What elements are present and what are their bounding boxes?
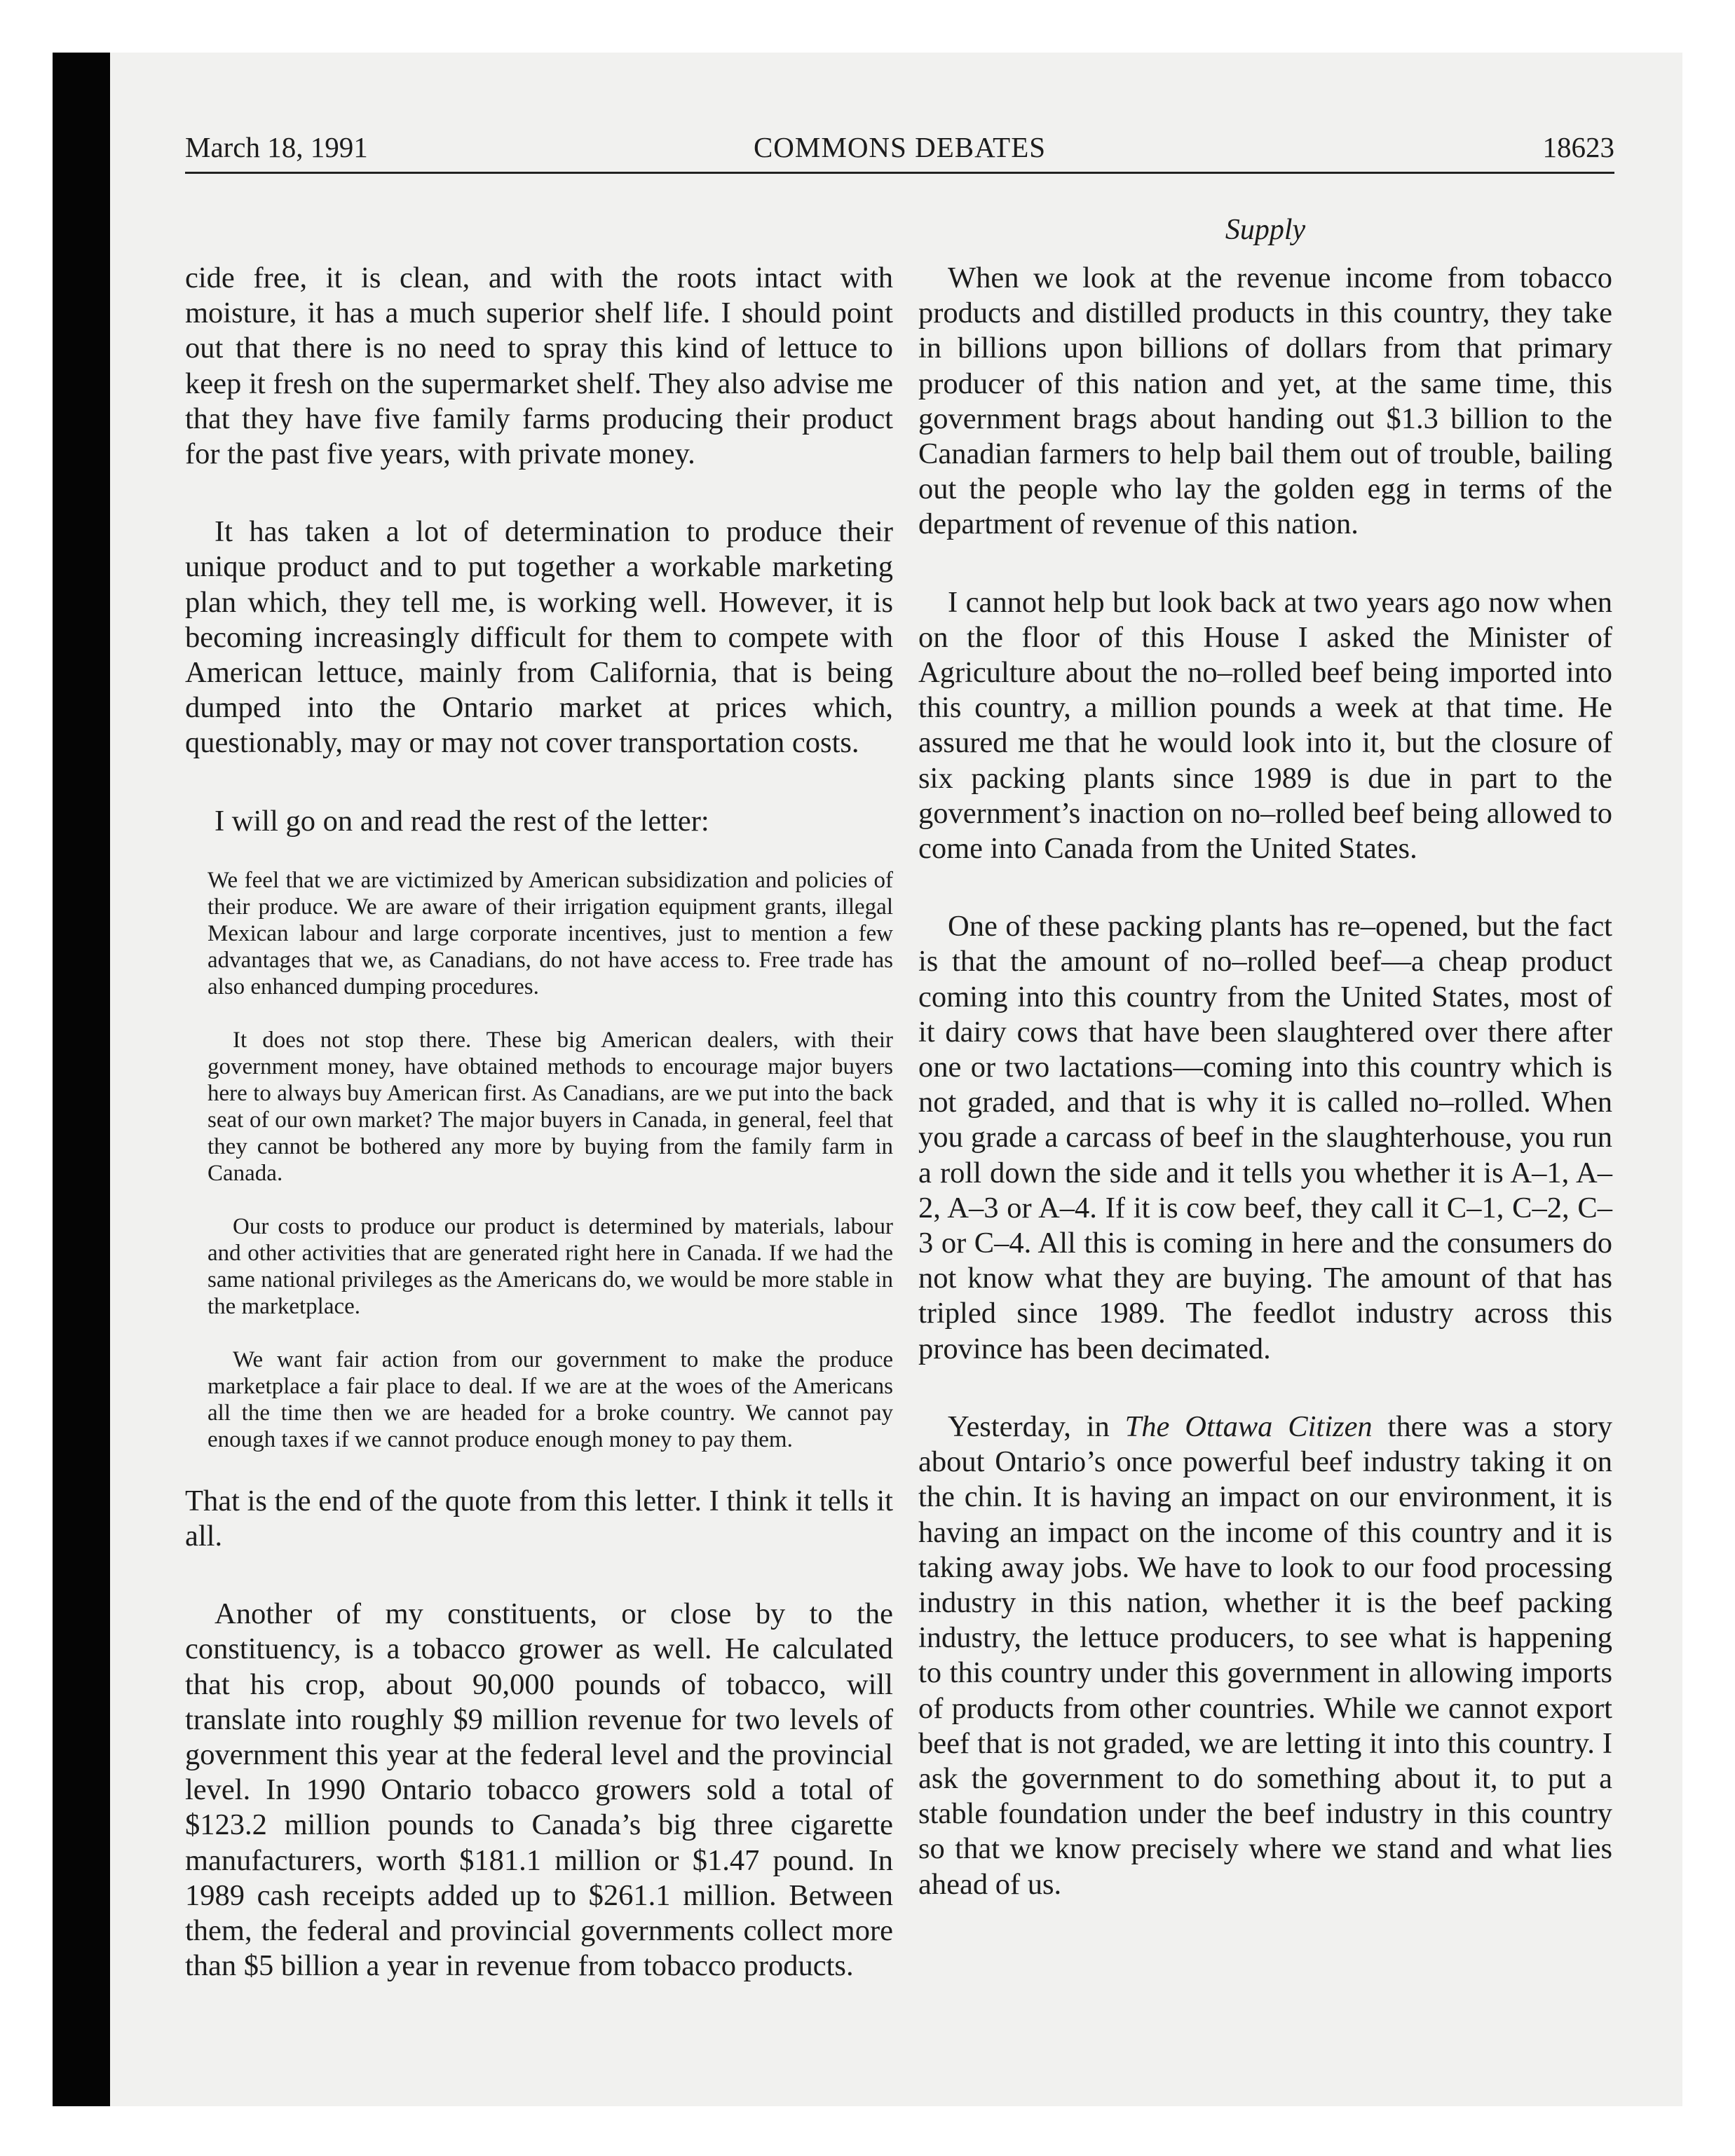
page-number: 18623 [1542, 131, 1614, 163]
quote-paragraph: It does not stop there. These big American dealers, with their government money, have obtained methods to encourage major buyers here to always buy American first. As Canadians, are we put into the back seat of our own market? The major buyers in Canada, in general, feel that they cannot be bothered any more by buying from the family farm in Canada. [207, 1027, 893, 1186]
header-rule [185, 172, 1614, 174]
paragraph-text: Yesterday, in [948, 1410, 1125, 1443]
paragraph-text: there was a story about Ontario’s once powerful beef industry taking it on the chin. It is having an impact on our environment, it is having an impact on the income of this country and it is taking away jobs. We have to look to our food processing industry in this nation, whether it is the beef packing industry, the lettuce producers, to see what is happening to this country under this government in allowing imports of products from other countries. While we cannot export beef that is not graded, we are letting it into this country. I ask the government to do something about it, to put a stable foundation under the beef industry in this country so that we know precisely where we stand and what lies ahead of us. [918, 1410, 1612, 1901]
paragraph: Another of my constituents, or close by to the constituency, is a tobacco grower as well. He calculated that his crop, about 90,000 pounds of tobacco, will translate into roughly $9 million revenue for two levels of government this year at the federal level and the provincial level. In 1990 Ontario tobacco growers sold a total of $123.2 million pounds to Canada’s big three cigarette manufacturers, worth $181.1 million or $1.47 pound. In 1989 cash receipts added up to $261.1 million. Between them, the federal and provincial governments collect more than $5 billion a year in revenue from tobacco products. [185, 1597, 893, 1983]
newspaper-title: The Ottawa Citizen [1124, 1410, 1373, 1443]
section-title: Supply [1225, 214, 1306, 246]
paragraph: One of these packing plants has re–opened, but the fact is that the amount of no–rolled beef—a cheap product coming into this country from the United States, most of it dairy cows that have been slaughtered over there after one or two lactations—coming into this country which is not graded, and that is why it is called no–rolled. When you grade a carcass of beef in the slaughterhouse, you run a roll down the side and it tells you whether it is A–1, A–2, A–3 or A–4. If it is cow beef, they call it C–1, C–2, C–3 or C–4. All this is coming in here and the consumers do not know what they are buying. The amount of that has tripled since 1989. The feedlot industry across this province has been decimated. [918, 910, 1612, 1365]
paragraph: cide free, it is clean, and with the roots intact with moisture, it has a much superior shelf life. I should point out that there is no need to spray this kind of lettuce to keep it fresh on the supermarket shelf. They also advise me that they have five family farms producing their product for the past five years, with private money. [185, 261, 893, 471]
quote-paragraph: Our costs to produce our product is determined by materials, labour and other activities that are generated right here in Canada. If we had the same national privileges as the Americans do, we would be more stable in the marketplace. [207, 1213, 893, 1319]
header-date: March 18, 1991 [185, 131, 368, 163]
paragraph: It has taken a lot of determination to produce their unique product and to put together a workable marketing plan which, they tell me, is working well. However, it is becoming increasingly difficult for them to compete with American lettuce, mainly from California, that is being dumped into the Ontario market at prices which, questionably, may or may not cover transportation costs. [185, 515, 893, 760]
letter-quote [185, 867, 893, 1453]
paragraph [918, 1410, 1612, 1902]
quote-paragraph: We want fair action from our government to make the produce marketplace a fair place to deal. If we are at the woes of the Americans all the time then we are headed for a broke country. We cannot pay enough taxes if we cannot produce enough money to pay them. [207, 1346, 893, 1452]
paragraph: When we look at the revenue income from tobacco products and distilled products in this country, they take in billions upon billions of dollars from that primary producer of this nation and yet, at the same time, this government brags about handing out $1.3 billion to the Canadian farmers to help bail them out of trouble, bailing out the people who lay the golden egg in terms of the department of revenue of this nation. [918, 261, 1612, 541]
paragraph: I will go on and read the rest of the letter: [215, 804, 709, 838]
left-column [185, 261, 893, 2026]
paragraph: I cannot help but look back at two years ago now when on the floor of this House I asked the Minister of Agriculture about the no–rolled beef being imported into this country, a million pounds a week at that time. He assured me that he would look into it, but the closure of six packing plants since 1989 is due in part to the government’s inaction on no–rolled beef being allowed to come into Canada from the United States. [918, 585, 1612, 866]
binding-shadow [53, 53, 110, 2106]
quote-paragraph: We feel that we are victimized by American subsidization and policies of their produce. We are aware of their irrigation equipment grants, illegal Mexican labour and large corporate incentives, just to mention a few advantages that we, as Canadians, do not have access to. Free trade has also enhanced dumping procedures. [207, 867, 893, 999]
paragraph: That is the end of the quote from this letter. I think it tells it all. [185, 1484, 893, 1553]
right-column [918, 261, 1612, 1945]
publication-title: COMMONS DEBATES [753, 131, 1047, 163]
page-header [185, 130, 1614, 172]
